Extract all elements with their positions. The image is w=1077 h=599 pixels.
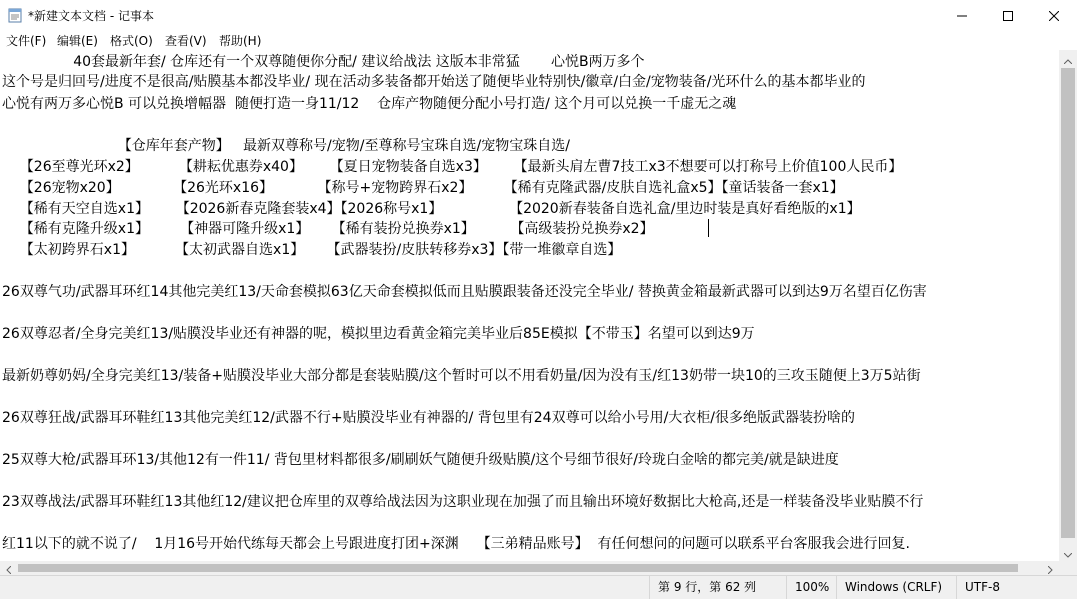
scroll-up-button[interactable]	[1059, 50, 1077, 67]
vertical-scroll-thumb[interactable]	[1061, 68, 1075, 538]
editor-line: 【26至尊光环x2】 【耕耘优惠券x40】 【夏日宠物装备自选x3】 【最新头肩左曹7技工x3不想要可以打称号上价值100人民币】	[2, 159, 903, 175]
editor-line: 红11以下的就不说了/ 1月16号开始代练每天都会上号跟进度打团+深渊 【三弟精品账号】 有任何想问的问题可以联系平台客服我会进行回复.	[2, 536, 910, 552]
text-editor[interactable]	[0, 50, 1059, 561]
menu-help[interactable]: 帮助(H)	[219, 34, 262, 48]
editor-line: 25双尊大枪/武器耳环13/其他12有一件11/ 背包里材料都很多/刷刷妖气随便升级贴膜/这个号细节很好/玲珑白金啥的都完美/就是缺进度	[2, 452, 839, 468]
horizontal-scroll-thumb[interactable]	[18, 564, 1018, 572]
editor-line: 这个号是归回号/进度不是很高/贴膜基本都没毕业/ 现在活动多装备都开始送了随便毕业特别快/徽章/白金/宠物装备/光环什么的基本都毕业的	[2, 74, 866, 90]
status-bar	[0, 575, 1077, 599]
editor-line: 26双尊狂战/武器耳环鞋红13其他完美红12/武器不行+贴膜没毕业有神器的/ 背包里有24双尊可以给小号用/大衣柜/很多绝版武器装扮啥的	[2, 410, 856, 426]
close-icon	[1049, 6, 1059, 25]
maximize-icon	[1003, 6, 1013, 25]
menu-file[interactable]: 文件(F)	[6, 34, 47, 48]
editor-line: 心悦有两万多心悦B 可以兑换增幅器 随便打造一身11/12 仓库产物随便分配小号打造/ 这个月可以兑换一千虚无之魂	[2, 96, 737, 112]
editor-line: 【稀有天空自选x1】 【2026新春克隆套装x4】【2026称号x1】 【2020新春装备自选礼盒/里边时装是真好看绝版的x1】	[2, 201, 861, 217]
editor-line: 40套最新年套/ 仓库还有一个双尊随便你分配/ 建议给战法 这版本非常猛 心悦B两万多个	[2, 54, 645, 70]
editor-line: 23双尊战法/武器耳环鞋红13其他红12/建议把仓库里的双尊给战法因为这职业现在加强了而且输出环境好数据比大枪高,还是一样装备没毕业贴膜不行	[2, 494, 924, 510]
cursor-position: 第 9 行，第 62 列	[649, 576, 792, 599]
editor-line: 最新奶尊奶妈/全身完美红13/装备+贴膜没毕业大部分都是套装贴膜/这个暂时可以不用看奶量/因为没有玉/红13奶带一块10的三攻玉随便上3万5站街	[2, 368, 921, 384]
title-bar	[0, 0, 1077, 30]
editor-line: 【太初跨界石x1】 【太初武器自选x1】 【武器装扮/皮肤转移券x3】【带一堆徽章自选】	[2, 242, 622, 258]
menu-format[interactable]: 格式(O)	[110, 34, 153, 48]
encoding: UTF-8	[956, 576, 1059, 599]
editor-line: 26双尊气功/武器耳环红14其他完美红13/天命套模拟63亿天命套模拟低而且贴膜跟装备还没完全毕业/ 替换黄金箱最新武器可以到达9万名望百亿伤害	[2, 284, 927, 300]
editor-line: 【稀有克隆升级x1】 【神器可隆升级x1】 【稀有装扮兑换券x1】 【高级装扮兑换券x2】	[2, 221, 654, 237]
editor-line: 【26宠物x20】 【26光环x16】 【称号+宠物跨界石x2】 【稀有克隆武器/皮肤自选礼盒x5】【童话装备一套x1】	[2, 180, 844, 196]
line-ending: Windows (CRLF)	[836, 576, 956, 599]
menu-edit[interactable]: 编辑(E)	[57, 34, 98, 48]
maximize-button[interactable]	[985, 0, 1031, 30]
minimize-button[interactable]	[939, 0, 985, 30]
zoom-level: 100%	[786, 576, 836, 599]
chevron-down-icon	[1064, 543, 1072, 562]
window-title: *新建文本文档 - 记事本	[28, 9, 154, 23]
scroll-down-button[interactable]	[1059, 544, 1077, 561]
menu-view[interactable]: 查看(V)	[165, 34, 207, 48]
scroll-right-button[interactable]	[1042, 561, 1059, 575]
chevron-up-icon	[1064, 49, 1072, 68]
scroll-left-button[interactable]	[0, 561, 17, 575]
scrollbar-corner	[1059, 561, 1077, 575]
minimize-icon	[957, 6, 967, 25]
text-caret	[708, 219, 709, 237]
vertical-scrollbar[interactable]	[1059, 50, 1077, 561]
horizontal-scrollbar[interactable]	[0, 561, 1059, 575]
editor-line: 26双尊忍者/全身完美红13/贴膜没毕业还有神器的呢，模拟里边看黄金箱完美毕业后85E模拟【不带玉】名望可以到达9万	[2, 326, 755, 342]
notepad-icon	[8, 7, 22, 23]
menu-bar	[0, 30, 1077, 50]
editor-line: 【仓库年套产物】 最新双尊称号/宠物/至尊称号宝珠自选/宠物宝珠自选/	[2, 138, 570, 154]
close-button[interactable]	[1031, 0, 1077, 30]
